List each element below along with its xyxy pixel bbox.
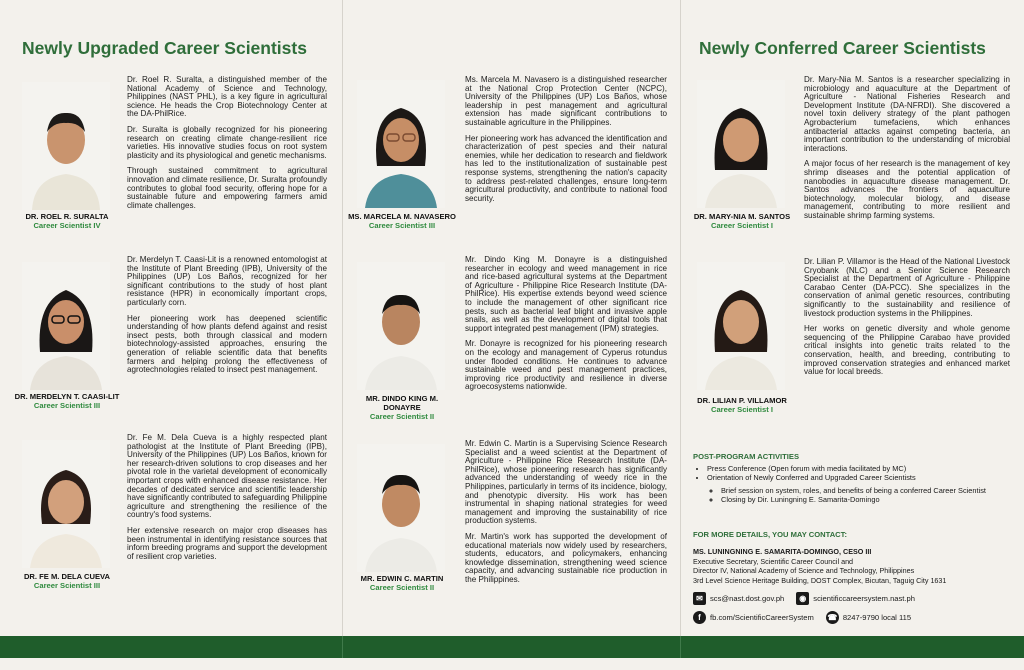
website-text: scientificcareersystem.nast.ph (813, 594, 915, 603)
footer-divider (342, 636, 343, 658)
profile-caption (347, 574, 457, 592)
middle-panel (342, 0, 680, 636)
bio-paragraph: Her extensive research on major crop diseases has been instrumental in identifying resistance sources that inform breeding programs and support the development of resilient crop varieties. (127, 525, 327, 561)
profile-name: MR. EDWIN C. MARTIN (360, 574, 444, 583)
profile-caption (687, 212, 797, 230)
profile-bio (804, 76, 1010, 221)
bio-paragraph: Mr. Dindo King M. Donayre is a distinguished researcher in ecology and weed management in rice and rice-based agricultural systems at the Department of Agriculture - Philippine Rice Research Institute (DA-PhilRice). His expertise extends beyond weed science to include the management of other significant rice pests, such as bacterial leaf blight and invasive apple snails, as well as the development of digital tools that support integrated pest management (IPM) strategies. (465, 255, 667, 333)
bio-paragraph: Mr. Donayre is recognized for his pioneering research on the ecology and management of Cyperus rotundus under flooded conditions. He continues to advance sustainable weed and pest management practices, improving rice productivity and resilience in diverse agroecosystems nationwide. (465, 339, 667, 392)
bio-paragraph: Dr. Lilian P. Villamor is the Head of the National Livestock Cryobank (NLC) and a Senior Science Research Specialist at the Department of Agriculture - Philippine Carabao Center (DA-PCC). She specializes in the conservation of animal genetic resources, contributing significantly to the sustainability and resilience of livestock production systems in the Philippines. (804, 257, 1010, 318)
facebook-icon: f (693, 611, 706, 624)
contact-name: MS. LUNINGNING E. SAMARITA-DOMINGO, CESO III (693, 547, 872, 557)
post-program-title: POST-PROGRAM ACTIVITIES (693, 452, 800, 461)
facebook-text: fb.com/ScientificCareerSystem (710, 613, 814, 622)
bio-paragraph: Her pioneering work has advanced the identification and characterization of pest species and their natural enemies, while her dedication to research and fieldwork has led to the institutionalization of sustainable pest response systems, strengthening the nation's capacity to address pest-related challenges, ensure long-term agricultural productivity, and contribute to national food security. (465, 133, 667, 203)
post-program-sublist (721, 486, 1013, 504)
email-text: scs@nast.dost.gov.ph (710, 594, 785, 603)
profile-bio (465, 76, 667, 203)
contact-line: Executive Secretary, Scientific Career Council and (693, 556, 854, 566)
profile-role: Career Scientist II (369, 583, 435, 592)
profile-photo (22, 82, 110, 210)
profile-bio (127, 434, 327, 561)
profile-name: DR. LILIAN P. VILLAMOR (697, 396, 787, 405)
phone-text: 8247-9790 local 115 (842, 613, 912, 622)
profile-caption (687, 396, 797, 414)
profile-name: DR. FE M. DELA CUEVA (23, 572, 111, 581)
profile-photo (357, 444, 445, 572)
phone-icon: ☎ (827, 613, 838, 622)
profile-bio (465, 256, 667, 392)
contact-title: FOR MORE DETAILS, YOU MAY CONTACT: (693, 530, 847, 539)
sub-list-item: ◦ Brief session on system, roles, and benefits of being a conferred Career Scientist (721, 486, 1013, 495)
profile-bio (127, 256, 327, 375)
profile-caption (347, 212, 457, 230)
profile-caption (347, 394, 457, 421)
contact-links (693, 592, 1013, 630)
profile-role: Career Scientist I (710, 405, 774, 414)
profile-name: MR. DINDO KING M. DONAYRE (365, 394, 439, 412)
left-panel (0, 0, 342, 636)
profile-photo (697, 262, 785, 390)
bio-paragraph: Her works on genetic diversity and whole genome sequencing of the Philippine Carabao have provided critical insights into genetic traits related to the conservation, health, and breeding, contributing to improved conservation strategies and enhanced market value for local breeds. (804, 324, 1010, 377)
footer-divider (680, 636, 681, 658)
sub-list-item: ◦ Closing by Dir. Luningning E. Samarita-Domingo (721, 495, 1013, 504)
right-panel (680, 0, 1024, 636)
panel-heading-conferred: Newly Conferred Career Scientists (699, 38, 986, 58)
profile-role: Career Scientist II (369, 412, 435, 421)
website-link[interactable] (796, 592, 915, 605)
profile-photo (22, 440, 110, 568)
phone-link[interactable] (826, 611, 911, 624)
footer-bar (0, 636, 1024, 658)
list-item: • Press Conference (Open forum with media facilitated by MC) (707, 464, 1013, 473)
email-link[interactable] (693, 592, 784, 605)
link-row (693, 611, 1013, 624)
profile-photo (697, 80, 785, 208)
bio-paragraph: Ms. Marcela M. Navasero is a distinguished researcher at the National Crop Protection Center (NCPC), University of the Philippines (UP) Los Baños, whose leadership in pest management and agricultural extension has made significant contributions to sustainable agriculture in the Philippines. (465, 75, 667, 127)
profile-photo (357, 80, 445, 208)
profile-photo (22, 262, 110, 390)
list-item (707, 473, 1013, 504)
profile-name: MS. MARCELA M. NAVASERO (348, 212, 456, 221)
post-program-activities (693, 452, 1013, 504)
contact-section (693, 530, 1013, 585)
list-item-text: Orientation of Newly Conferred and Upgraded Career Scientists (707, 473, 916, 483)
link-row (693, 592, 1013, 605)
bio-paragraph: A major focus of her research is the management of key shrimp diseases and the potential application of nanobodies in aquaculture disease management. Dr. Santos advances the frontiers of aquaculture biotechnology, molecular biology, and disease management, contributing to more resilient and sustainable shrimp farming systems. (804, 159, 1010, 220)
facebook-link[interactable] (693, 611, 814, 624)
bio-paragraph: Mr. Martin's work has supported the development of educational materials now widely used by researchers, students, educators, and policymakers, enhancing knowledge dissemination, strengthening weed science capacity, and advancing sustainable rice production in the Philippines. (465, 531, 667, 584)
profile-caption (12, 572, 122, 590)
bio-paragraph: Dr. Mary-Nia M. Santos is a researcher specializing in microbiology and aquaculture at the Department of Agriculture - National Fisheries Research and Development Institute (DA-NFRDI). She discovered a novel toxin delivery strategy of the plant pathogen Agrobacterium tumefaciens, which enhances antibacterial attacks against competing bacteria, an important contribution to the understanding of microbial interactions. (804, 75, 1010, 153)
email-icon: ✉ (693, 592, 706, 605)
bio-paragraph: Dr. Fe M. Dela Cueva is a highly respected plant pathologist at the Institute of Plant Breeding (IPB), University of the Philippines (UP) Los Baños, known for her research-driven solutions to crop diseases and her pivotal role in the varietal development of economically important crops with enhanced disease resistance. Her decades of dedicated service and scientific leadership have significantly contributed to safeguarding Philippine agriculture and strengthening the resilience of the country's food systems. (127, 433, 327, 520)
profile-bio (804, 258, 1010, 377)
panel-heading-upgraded: Newly Upgraded Career Scientists (22, 38, 307, 58)
profile-bio (127, 76, 327, 210)
profile-caption (12, 212, 122, 230)
profile-role: Career Scientist IV (33, 221, 101, 230)
profile-role: Career Scientist III (33, 581, 101, 590)
profile-caption (12, 392, 122, 410)
profile-name: DR. ROEL R. SURALTA (25, 212, 109, 221)
profile-role: Career Scientist I (710, 221, 774, 230)
profile-bio (465, 440, 667, 585)
bio-paragraph: Dr. Merdelyn T. Caasi-Lit is a renowned entomologist at the Institute of Plant Breeding (IPB), University of the Philippines (UP) Los Baños, recognized for her significant contributions to the study of host plant resistance (HPR) in economically important crops, particularly corn. (127, 255, 327, 307)
profile-role: Career Scientist III (368, 221, 436, 230)
bio-paragraph: Mr. Edwin C. Martin is a Supervising Science Research Specialist and a weed scientist at the Department of Agriculture - Philippine Rice Research Institute (DA-PhilRice), whose pioneering research has significantly advanced the understanding of weedy rice in the Philippines, particularly in terms of its incidence, biology, and phenotypic diversity. His work has been instrumental in shaping national strategies for weed management and improving the sustainability of rice production systems. (465, 439, 667, 526)
profile-name: DR. MARY-NIA M. SANTOS (693, 212, 791, 221)
profile-name: DR. MERDELYN T. CAASI-LIT (14, 392, 120, 401)
profile-photo (357, 262, 445, 390)
bio-paragraph: Through sustained commitment to agricultural innovation and climate resilience, Dr. Suralta profoundly contributes to global food security, offering hope for a sustainable future and empowering farmers amid climate challenges. (127, 166, 327, 210)
bio-paragraph: Her pioneering work has deepened scientific understanding of how plants defend against and resist insect pests, both through classical and modern biotechnology-assisted approaches, ensuring the generation of reliable scientific data that benefits farmers and helping prolong the effectiveness of agrotechnologies related to insect pest management. (127, 313, 327, 375)
post-program-list (707, 464, 1013, 504)
contact-line: Director IV, National Academy of Science and Technology, Philippines (693, 566, 915, 576)
contact-line: 3rd Level Science Heritage Building, DOST Complex, Bicutan, Taguig City 1631 (693, 575, 947, 585)
globe-icon: ◉ (796, 592, 809, 605)
profile-role: Career Scientist III (33, 401, 101, 410)
bio-paragraph: Dr. Roel R. Suralta, a distinguished member of the National Academy of Science and Technology, Philippines (NAST PHL), is a key figure in agricultural science. He heads the Crop Biotechnology Center at the DA-PhilRice. (127, 75, 327, 119)
bio-paragraph: Dr. Suralta is globally recognized for his pioneering research on creating climate change-resilient rice varieties. His innovative studies focus on root system plasticity and its physiological and genetic mechanisms. (127, 124, 327, 160)
